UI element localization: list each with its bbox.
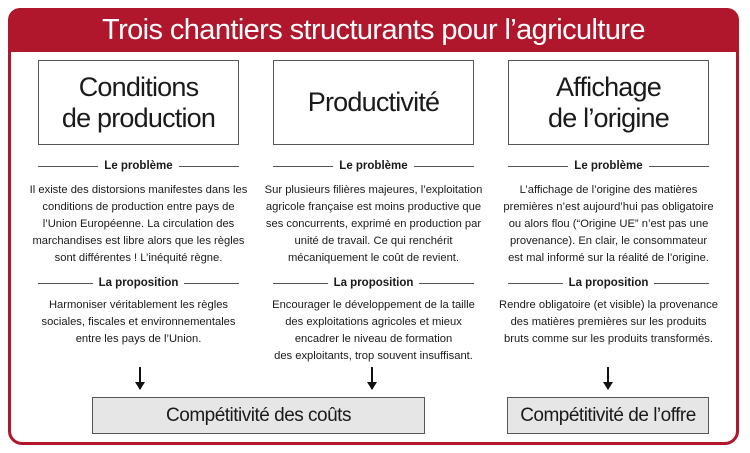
proposal-divider [38, 275, 239, 291]
problem-text: L’affichage de l’origine des matières premières n’est aujourd’hui pas obligatoire ou alors flou (“Origine UE” n’est pas une provenance). En clair, le consommateur est mal informé sur la réalité de l’origine. [503, 184, 714, 264]
proposal-label: La proposition [563, 277, 655, 289]
problem-label: Le problème [98, 160, 178, 172]
proposal-label: La proposition [328, 277, 420, 289]
problem-label: Le problème [568, 160, 648, 172]
problem-divider [508, 158, 709, 174]
arrow-down-icon [371, 367, 373, 389]
heading-line: Conditions [78, 71, 199, 102]
heading-line: de l’origine [548, 102, 669, 133]
proposal-divider [273, 275, 474, 291]
proposal-label: La proposition [93, 277, 185, 289]
arrow-down-icon [607, 367, 609, 389]
problem-text: Il existe des distorsions manifestes dans les conditions de production entre pays de l’Union Européenne. La circulation des marchandises est libre alors que les règles sont différentes ! L’inéquité règne. [29, 184, 248, 264]
problem-text: Sur plusieurs filières majeures, l’exploitation agricole française est moins productive que ses concurrents, exprimé en production par unité de travail. Ce qui renchérit mécaniquement le coût de revient. [264, 184, 483, 264]
result-costs: Compétitivité des coûts [92, 397, 425, 434]
proposal-divider [508, 275, 709, 291]
problem-divider [273, 158, 474, 174]
proposal-text: Rendre obligatoire (et visible) la provenance des matières premières sur les produits bruts comme sur les produits transformés. [499, 299, 718, 345]
heading-box-conditions [38, 60, 239, 145]
problem-divider [38, 158, 239, 174]
proposal-text: Harmoniser véritablement les règles sociales, fiscales et environnementales entre les pays de l’Union. [41, 299, 236, 345]
diagram-title: Trois chantiers structurants pour l’agriculture [102, 14, 645, 46]
result-offer: Compétitivité de l’offre [507, 397, 709, 434]
heading-line: Affichage [556, 71, 661, 102]
heading-line: Productivité [307, 87, 440, 117]
problem-label: Le problème [333, 160, 413, 172]
heading-line: de production [61, 102, 216, 133]
heading-box-affichage [508, 60, 709, 145]
arrow-down-icon [139, 367, 141, 389]
heading-box-productivite [273, 60, 474, 145]
proposal-text: Encourager le développement de la taille des exploitations agricoles et mieux encadrer le niveau de formation des exploitants, trop souvent insuffisant. [272, 299, 475, 362]
